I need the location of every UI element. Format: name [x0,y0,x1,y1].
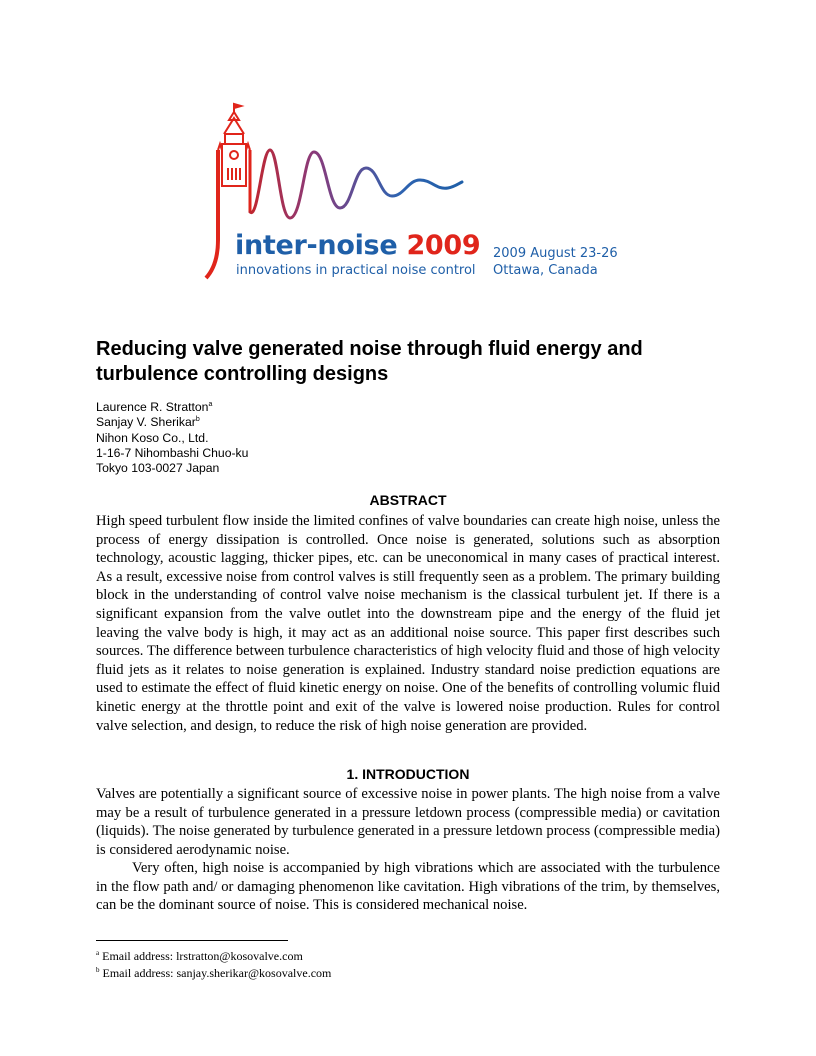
conference-date: 2009 August 23-26 [493,246,618,261]
footnote-divider [96,940,288,941]
introduction-paragraph-1: Valves are potentially a significant source of excessive noise in power plants. The high noise from a valve may be a result of turbulence generated in a pressure letdown process (compressible media) or cavitation (liquids). The noise generated by turbulence generated in a pressure letdown process (compressible media) is considered aerodynamic noise. [96,786,720,858]
author-2-name: Sanjay V. Sherikar [96,415,196,430]
author-1 [96,400,248,415]
address-line-2: Tokyo 103-0027 Japan [96,461,220,476]
address-line-1: 1-16-7 Nihombashi Chuo-ku [96,445,249,460]
logo-tagline: innovations in practical noise control [236,263,476,278]
footnotes [96,948,331,982]
author-2 [96,415,248,430]
author-1-name: Laurence R. Stratton [96,400,209,414]
author-1-mark: a [208,401,213,408]
tower-and-wave-graphic [202,100,622,290]
author-2-mark: b [195,416,200,424]
footnote-a-text: Email address: lrstratton@kosovalve.com [102,949,303,963]
conference-location: Ottawa, Canada [493,263,598,278]
paper-title: Reducing valve generated noise through fluid energy and turbulence controlling designs [96,338,643,385]
footnote-b-text: Email address: sanjay.sherikar@kosovalve.com [102,966,332,980]
conference-logo [202,100,622,290]
introduction-paragraph-2: Very often, high noise is accompanied by high vibrations which are associated with the turbulence in the flow path and/ or damaging phenomenon like cavitation. High vibrations of the trim, by themselves, can be the dominant source of noise. This is considered mechanical noise. [96,860,720,914]
footnote-b-mark: b [96,966,100,974]
footnote-a-mark: a [96,949,100,957]
footnote-b [96,965,331,982]
logo-year: 2009 [406,230,481,261]
sound-wave-icon [250,150,462,218]
abstract-text: High speed turbulent flow inside the limited confines of valve boundaries can create high noise, unless the process of energy dissipation is controlled. Once noise is generated, solutions such as absorption technology, acoustic lagging, thicker pipes, etc. can be uneconomical in many cases of practical interest. As a result, excessive noise from control valves is still frequently seen as a problem. The primary building block in the understanding of control valve noise mechanism is the classical turbulent jet. If there is a significant expansion from the valve outlet into the downstream pipe and the energy of the fluid jet leaving the valve body is high, it may act as an additional noise source. This paper first describes such sources. The difference between turbulence characteristics of high velocity fluid and those of high velocity fluid jets as it relates to noise generation is explained. Industry standard noise prediction equations are used to estimate the effect of fluid kinetic energy on noise. One of the benefits of controlling volumic fluid kinetic energy at the throttle point and exit of the valve is lowered noise production. Rules for control valve selection, and design, to reduce the risk of high noise generation are provided. [96,513,720,734]
logo-brand-text: inter-noise [235,230,398,261]
author-block [96,400,248,476]
footnote-a [96,948,331,965]
affiliation: Nihon Koso Co., Ltd. [96,430,209,445]
logo-brand [235,230,480,261]
abstract-heading: ABSTRACT [369,492,447,508]
introduction-heading: 1. INTRODUCTION [346,766,470,782]
